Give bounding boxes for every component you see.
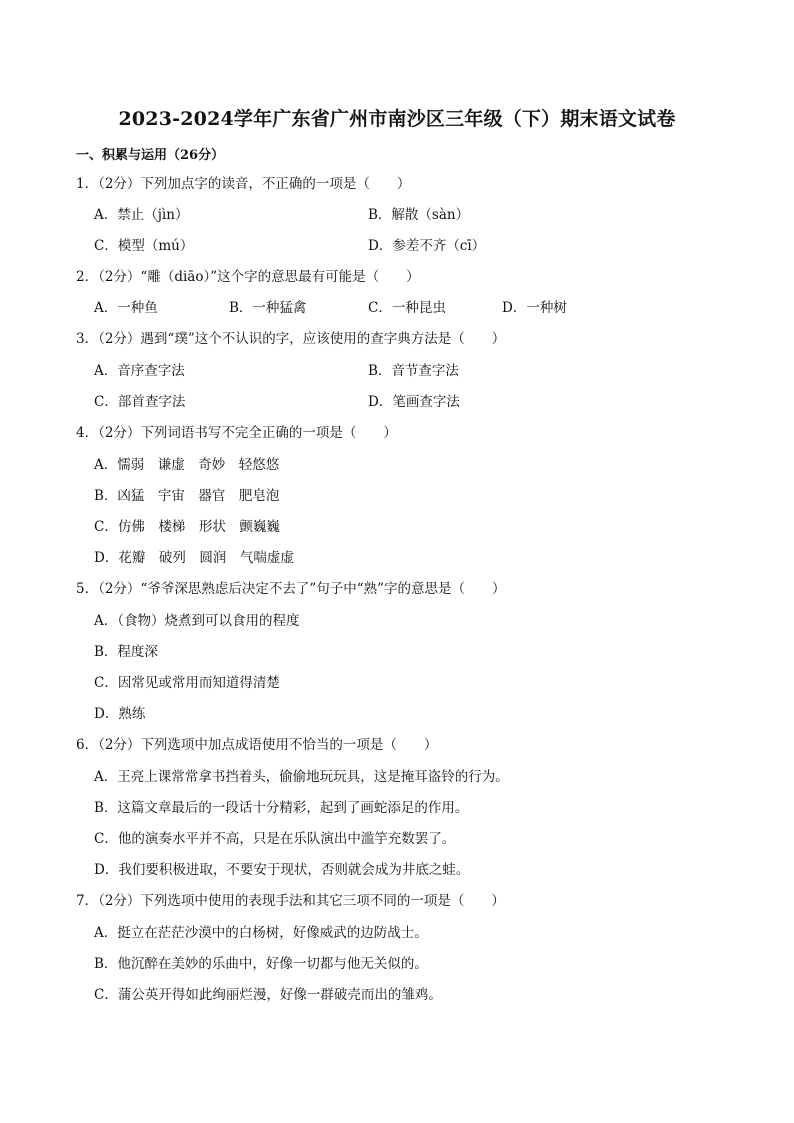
question-2-option-b: B．一种猛禽 — [229, 300, 307, 316]
question-2-stem: 2．（2分）“雕（diāo）”这个字的意思最有可能是（ ） — [76, 269, 420, 285]
section-heading: 一、积累与运用（26分） — [76, 148, 225, 163]
question-7-option-b: B．他沉醉在美妙的乐曲中，好像一切都与他无关似的。 — [94, 956, 428, 972]
question-1-option-d: D．参差不齐（cī） — [368, 238, 486, 254]
question-3-stem: 3．（2分）遇到“璞”这个不认识的字，应该使用的查字典方法是（ ） — [76, 331, 506, 347]
exam-title: 2023-2024学年广东省广州市南沙区三年级（下）期末语文试卷 — [118, 108, 676, 130]
question-1-stem: 1．（2分）下列加点字的读音，不正确的一项是（ ） — [76, 176, 411, 192]
question-6-stem: 6．（2分）下列选项中加点成语使用不恰当的一项是（ ） — [76, 737, 438, 753]
question-4-option-c: C．仿佛 楼梯 形状 颤巍巍 — [94, 519, 280, 535]
question-5-option-d: D．熟练 — [94, 706, 146, 722]
question-7-stem: 7．（2分）下列选项中使用的表现手法和其它三项不同的一项是（ ） — [76, 893, 505, 909]
question-2-option-d: D．一种树 — [502, 300, 567, 316]
question-3-option-c: C．部首查字法 — [94, 394, 186, 410]
question-1-option-b: B．解散（sàn） — [368, 207, 470, 223]
question-7-option-a: A．挺立在茫茫沙漠中的白杨树，好像威武的边防战士。 — [94, 925, 428, 941]
question-5-option-b: B．程度深 — [94, 644, 158, 660]
question-1-option-c: C．模型（mú） — [94, 238, 194, 254]
question-4-option-a: A．懦弱 谦虚 奇妙 轻悠悠 — [94, 457, 280, 473]
question-5-option-a: A．（食物）烧煮到可以食用的程度 — [94, 613, 300, 629]
question-1-option-a: A．禁止（jìn） — [94, 207, 189, 223]
question-5-stem: 5．（2分）“爷爷深思熟虑后决定不去了”句子中“熟”字的意思是（ ） — [76, 581, 506, 597]
question-2-option-c: C．一种昆虫 — [368, 300, 446, 316]
question-4-stem: 4．（2分）下列词语书写不完全正确的一项是（ ） — [76, 425, 397, 441]
question-6-option-a: A．王亮上课常常拿书挡着头，偷偷地玩玩具，这是掩耳盗铃的行为。 — [94, 769, 509, 785]
question-7-option-c: C．蒲公英开得如此绚丽烂漫，好像一群破壳而出的雏鸡。 — [94, 987, 442, 1003]
question-6-option-d: D．我们要积极进取，不要安于现状，否则就会成为井底之蛙。 — [94, 862, 470, 878]
question-3-option-a: A．音序查字法 — [94, 363, 185, 379]
question-6-option-b: B．这篇文章最后的一段话十分精彩，起到了画蛇添足的作用。 — [94, 800, 469, 816]
question-3-option-d: D．笔画查字法 — [368, 394, 460, 410]
question-4-option-d: D．花瓣 破列 圆润 气喘虚虚 — [94, 550, 294, 566]
question-2-option-a: A．一种鱼 — [94, 300, 158, 316]
question-6-option-c: C．他的演奏水平并不高，只是在乐队演出中滥竽充数罢了。 — [94, 831, 456, 847]
question-5-option-c: C．因常见或常用而知道得清楚 — [94, 675, 280, 691]
question-3-option-b: B．音节查字法 — [368, 363, 459, 379]
question-4-option-b: B．凶猛 宇宙 器官 肥皂泡 — [94, 488, 280, 504]
